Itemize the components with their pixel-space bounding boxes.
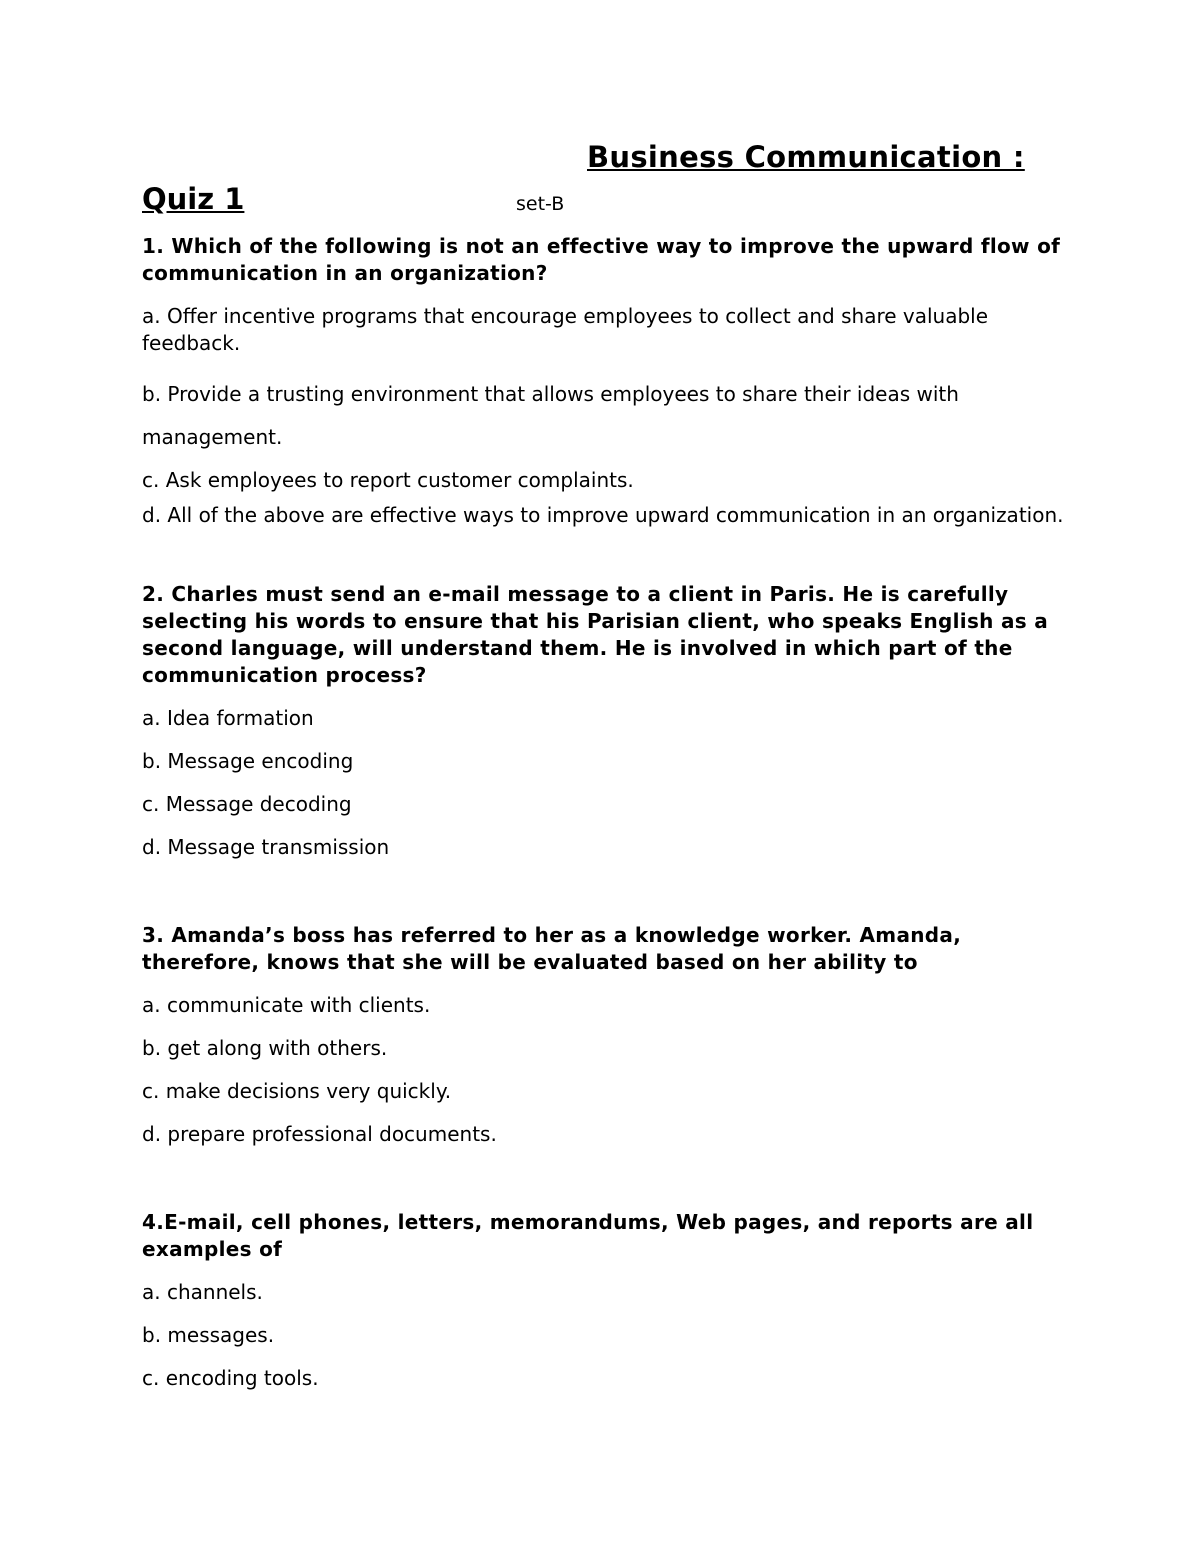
question-1-option-d: d. All of the above are effective ways to improve upward communication in an organization. [142,503,1064,527]
spacer [142,877,1072,922]
question-2-option-b: b. Message encoding [142,749,354,773]
question-2-option-d: d. Message transmission [142,835,390,859]
question-1-option-a: a. Offer incentive programs that encourage employees to collect and share valuable feedback. [142,304,989,355]
question-4: 4.E-mail, cell phones, letters, memorandums, Web pages, and reports are all examples of [142,1210,1034,1261]
question-3-option-c: c. make decisions very quickly. [142,1079,452,1103]
question-1-option-c: c. Ask employees to report customer complaints. [142,468,634,492]
question-4-option-c: c. encoding tools. [142,1366,319,1390]
spacer [142,545,1072,581]
document-title: Business Communication : [587,140,1025,174]
question-4-option-b: b. messages. [142,1323,275,1347]
spacer [142,1164,1072,1209]
quiz-label: Quiz 1 [142,182,245,216]
question-3-option-b: b. get along with others. [142,1036,388,1060]
question-3-option-a: a. communicate with clients. [142,993,431,1017]
set-label: set-B [516,193,565,215]
question-1-option-b: b. Provide a trusting environment that allows employees to share their ideas with [142,382,959,406]
quiz-content [142,233,1072,1408]
question-1: 1. Which of the following is not an effective way to improve the upward flow of communication in an organization? [142,234,1061,285]
question-3-option-d: d. prepare professional documents. [142,1122,497,1146]
question-4-option-a: a. channels. [142,1280,263,1304]
question-2: 2. Charles must send an e-mail message to a client in Paris. He is carefully selecting his words to ensure that his Parisian client, who speaks English as a second language, will understand them. He is involved in which part of the communication process? [142,582,1049,687]
question-3: 3. Amanda’s boss has referred to her as a knowledge worker. Amanda, therefore, knows that she will be evaluated based on her ability to [142,923,962,974]
question-2-option-c: c. Message decoding [142,792,352,816]
question-2-option-a: a. Idea formation [142,706,314,730]
question-1-option-b-continued: management. [142,425,283,449]
